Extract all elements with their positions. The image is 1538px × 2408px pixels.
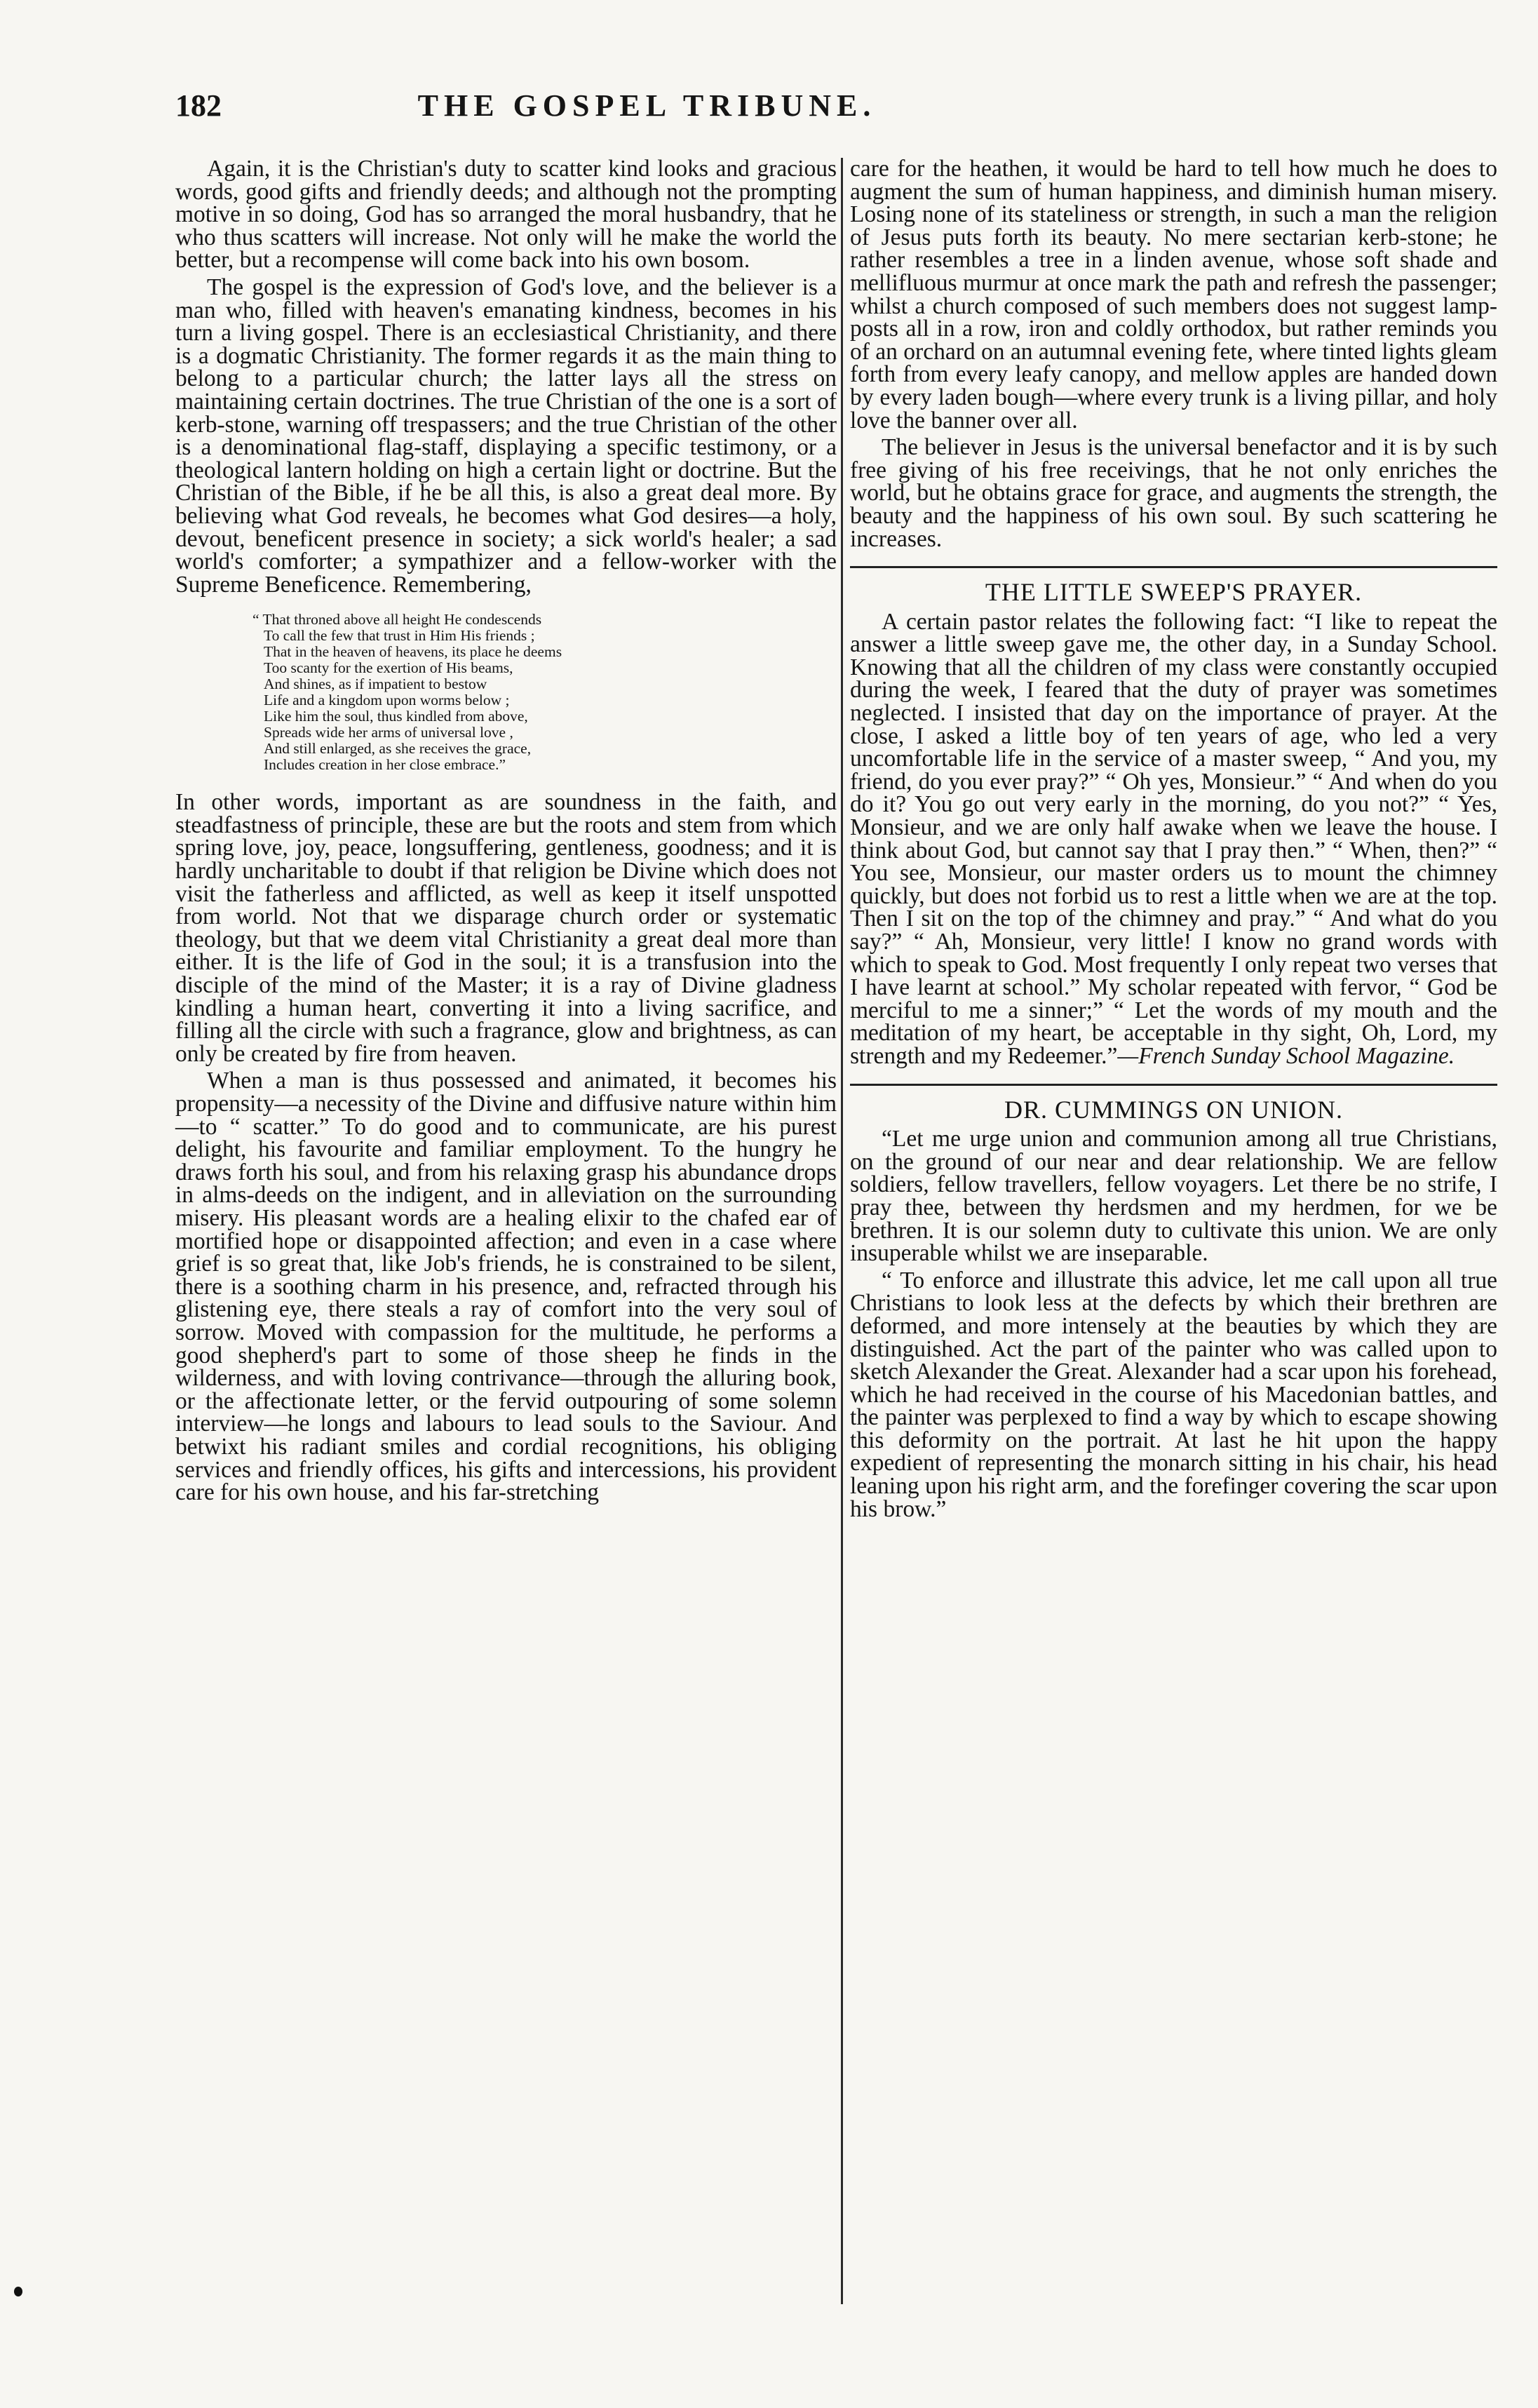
section-rule bbox=[850, 1084, 1497, 1086]
section-title-dr-cummings: DR. CUMMINGS ON UNION. bbox=[1004, 1095, 1344, 1124]
paragraph: “ To enforce and illustrate this advice, let me call upon all true Christians to look less at the defects by which their brethren are deformed, and more intensely at the beauties by which they are distinguished. Act the part of the painter who was called upon to sketch Alexander the Great. Alexander had a scar upon his forehead, which he had received in the course of his Macedonian battles, and the painter was perplexed to find a way by which to escape showing this deformity on the portrait. At last he hit upon the happy expedient of representing the monarch sitting in his chair, his head leaning upon his right arm, and the forefinger covering the scar upon his brow.” bbox=[850, 1267, 1497, 1522]
page-number: 182 bbox=[175, 88, 222, 123]
left-column bbox=[175, 158, 837, 1509]
poem-line: And shines, as if impatient to bestow bbox=[264, 675, 487, 693]
article-text: A certain pastor relates the following fact: “I like to repeat the answer a little sweep gave me, the other day, in a Sunday School. Knowing that all the children of my class were constantly occupied during the week, I feared that the duty of prayer was sometimes neglected. I insisted that day on the importance of prayer. At the close, I asked a little boy of ten years of age, who led a very uncomfortable life in the service of a master sweep, “ And you, my friend, do you ever pray?” “ Oh yes, Monsieur.” “ And when do you do it? You go out very early in the morning, do you not?” “ Yes, Monsieur, and we are only half awake when we leave the house. I think about God, but cannot say that I pray then.” “ When, then?” “ You see, Monsieur, our master orders us to mount the chimney quickly, but does not forbid us to rest a little when we are at the top. Then I sit on the top of the chimney and pray.” “ And what do you say?” “ Ah, Monsieur, very little! I know no grand words with which to speak to God. Most frequently I only repeat two verses that I have learnt at school.” My scholar repeated with fervor, “ God be merciful to me a sinner;” “ Let the words of my mouth and the meditation of my heart, be acceptable in thy sight, Oh, Lord, my strength and my Redeemer.” bbox=[850, 608, 1497, 1069]
poem-line: And still enlarged, as she receives the grace, bbox=[264, 740, 532, 758]
poem-line: Like him the soul, thus kindled from above, bbox=[264, 708, 528, 725]
right-column bbox=[850, 158, 1497, 1525]
paragraph: The believer in Jesus is the universal benefactor and it is by such free giving of his free receivings, that he not only enriches the world, but he obtains grace for grace, and augments the strength, the beauty and the happiness of his own soul. By such scattering he increases. bbox=[850, 434, 1497, 552]
poem-line: That in the heaven of heavens, its place he deems bbox=[264, 643, 562, 661]
paragraph: Again, it is the Christian's duty to scatter kind looks and gracious words, good gifts and friendly deeds; and although not the prompting motive in so doing, God has so arranged the moral husbandry, that he who thus scatters will increase. Not only will he make the world the better, but a recompense will come back into his own bosom. bbox=[175, 156, 837, 274]
paragraph: When a man is thus possessed and animated, it becomes his propensity—a necessity of the Divine and diffusive nature within him—to “ scatter.” To do good and to communicate, are his purest delight, his favourite and familiar employment. To the hungry he draws forth his soul, and from his relaxing grasp his abundance drops in alms-deeds on the indigent, and in alleviation on the surrounding misery. His pleasant words are a healing elixir to the chafed ear of mortified hope or disappointed affection; and even in a case where grief is so great that, like Job's friends, he is constrained to be silent, there is a soothing charm in his presence, and, refracted through his glistening eye, there steals a ray of comfort into the very soul of sorrow. Moved with compassion for the multitude, he performs a good shepherd's part to some of those sheep he finds in the wilderness, and with loving contrivance—through the alluring book, or the affectionate letter, or the fervid outpouring of some solemn interview—he longs and labours to lead souls to the Saviour. And betwixt his radiant smiles and cordial recognitions, his obliging services and friendly offices, his gifts and intercessions, his provident care for his own house, and his far-stretching bbox=[175, 1068, 837, 1506]
page-header bbox=[175, 88, 1119, 137]
poem-line: Spreads wide her arms of universal love , bbox=[264, 724, 513, 741]
paragraph: In other words, important as are soundness in the faith, and steadfastness of principle, these are but the roots and stem from which spring love, joy, peace, longsuffering, gentleness, goodness; and it is hardly uncharitable to doubt if that religion be Divine which does not visit the fatherless and afflicted, as well as keep it itself unspotted from world. Not that we disparage church order or systematic theology, but that we deem vital Christianity a great deal more than either. It is the life of God in the soul; it is a transfusion into the disciple of the mind of the Master; it is a ray of Divine gladness kindling a human heart, converting it into a living sacrifice, and filling all the circle with such a fragrance, glow and brightness, as can only be created by fire from heaven. bbox=[175, 789, 837, 1067]
poem-quote bbox=[252, 612, 837, 773]
section-title-little-sweep: THE LITTLE SWEEP'S PRAYER. bbox=[985, 578, 1363, 607]
paragraph: care for the heathen, it would be hard to tell how much he does to augment the sum of human happiness, and diminish human misery. Losing none of its stateliness or strength, in such a man the religion of Jesus puts forth its beauty. No mere sectarian kerb-stone; he rather resembles a tree in a linden avenue, whose soft shade and mellifluous murmur at once mark the path and refresh the passenger; whilst a church composed of such members does not suggest lamp-posts all in a row, iron and coldly orthodox, but rather reminds you of an orchard on an autumnal evening fete, where tinted lights gleam forth from every leafy canopy, and mellow apples are handed down by every laden bough—where every trunk is a living pillar, and holy love the banner over all. bbox=[850, 156, 1497, 433]
column-divider bbox=[841, 158, 843, 2304]
section-rule bbox=[850, 566, 1497, 568]
poem-line: “ That throned above all height He condescends bbox=[252, 611, 542, 628]
poem-line: To call the few that trust in Him His friends ; bbox=[264, 627, 535, 645]
paragraph: The gospel is the expression of God's love, and the believer is a man who, filled with heaven's emanating kindness, becomes in his turn a living gospel. There is an ecclesiastical Christianity, and there is a dogmatic Christianity. The former regards it as the main thing to belong to a particular church; the latter lays all the stress on maintaining certain doctrines. The true Christian of the one is a sort of kerb-stone, warning off trespassers; and the true Christian of the other is a denominational flag-staff, displaying a specific testimony, or a theological lantern holding on high a certain light or doctrine. But the Christian of the Bible, if he be all this, is also a great deal more. By believing what God reveals, he becomes what God desires—a holy, devout, beneficent presence in society; a sick world's healer; a sad world's comforter; a sympathizer and a fellow-worker with the Supreme Beneficence. Remembering, bbox=[175, 274, 837, 598]
poem-line: Life and a kingdom upon worms below ; bbox=[264, 692, 510, 709]
paragraph bbox=[850, 608, 1497, 1069]
ink-speck bbox=[14, 2287, 22, 2296]
poem-line: Includes creation in her close embrace.” bbox=[264, 756, 506, 774]
poem-line: Too scanty for the exertion of His beams, bbox=[264, 659, 513, 677]
running-title: THE GOSPEL TRIBUNE. bbox=[417, 88, 877, 123]
paragraph: “Let me urge union and communion among all true Christians, on the ground of our near and dear relationship. We are fellow soldiers, fellow travellers, fellow voyagers. Let there be no strife, I pray thee, between thy herdsmen and my herdmen, for we be brethren. It is our solemn duty to cultivate this union. We are only insuperable whilst we are inseparable. bbox=[850, 1126, 1497, 1267]
source-credit: —French Sunday School Magazine. bbox=[1117, 1042, 1455, 1069]
